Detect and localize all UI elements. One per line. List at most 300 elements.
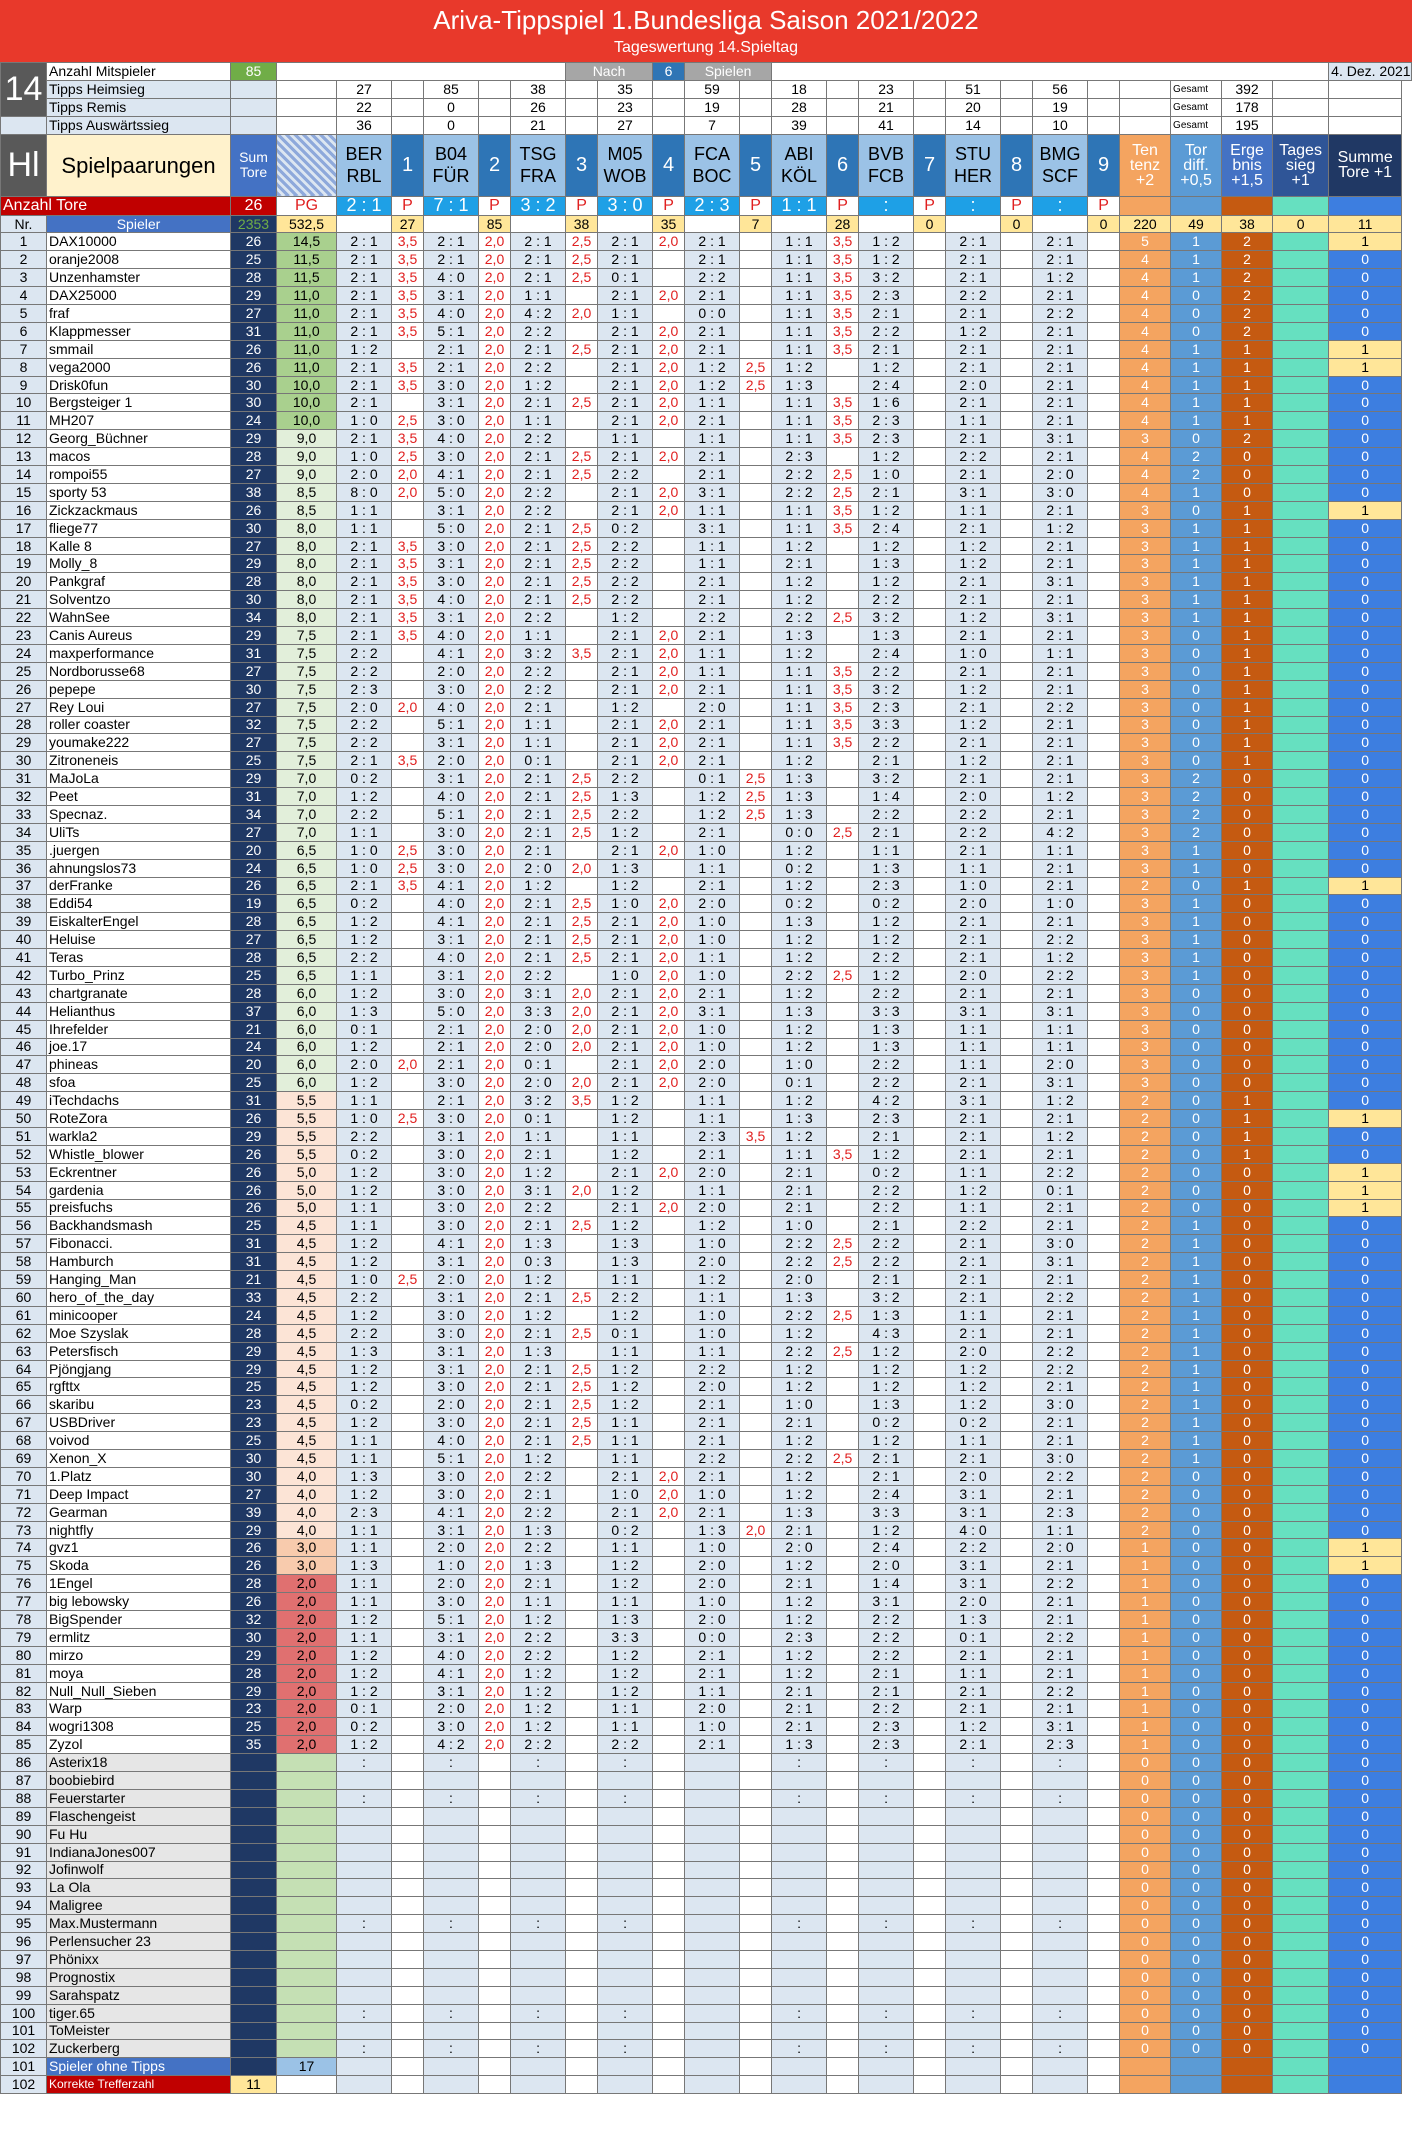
player-tip: 3 : 2 xyxy=(859,770,914,788)
player-name: Whistle_blower xyxy=(47,1145,231,1163)
player-sum: 20 xyxy=(231,841,277,859)
home-team: ABI xyxy=(784,144,814,165)
player-bonus: 2 xyxy=(1120,1145,1171,1163)
player-points: 2,5 xyxy=(392,841,424,859)
player-tip: 1 : 2 xyxy=(772,877,827,895)
player-tip: 1 : 3 xyxy=(946,1611,1001,1629)
player-tip: 0 : 1 xyxy=(1033,1181,1088,1199)
player-points xyxy=(914,1306,946,1324)
player-tip: 1 : 1 xyxy=(598,1127,653,1145)
player-bonus: 0 xyxy=(1171,1181,1222,1199)
player-points xyxy=(566,1772,598,1790)
player-points xyxy=(740,1396,772,1414)
player-tip: 4 : 1 xyxy=(424,913,479,931)
player-points: 2,0 xyxy=(479,1181,511,1199)
player-tip: 1 : 0 xyxy=(685,1324,740,1342)
player-points: 2,0 xyxy=(653,1503,685,1521)
player-bonus: 1 xyxy=(1171,412,1222,430)
player-points xyxy=(1001,1181,1033,1199)
player-tip: 1 : 1 xyxy=(946,1163,1001,1181)
spacer xyxy=(772,2058,827,2076)
player-name: Fibonacci. xyxy=(47,1235,231,1253)
spacer xyxy=(859,2076,914,2094)
player-points xyxy=(1001,788,1033,806)
player-points xyxy=(392,1432,424,1450)
player-points: 2,5 xyxy=(566,931,598,949)
player-tip: 2 : 1 xyxy=(685,340,740,358)
player-sum: 20 xyxy=(231,1056,277,1074)
player-tip: 2 : 1 xyxy=(424,1056,479,1074)
player-bonus: 0 xyxy=(1222,1450,1273,1468)
player-tip: 2 : 1 xyxy=(1033,752,1088,770)
player-bonus: 0 xyxy=(1171,1038,1222,1056)
player-points xyxy=(914,1807,946,1825)
player-tip: 2 : 3 xyxy=(772,448,827,466)
player-bonus: 0 xyxy=(1329,1575,1402,1593)
tips-count: 41 xyxy=(859,116,914,134)
player-tip: 1 : 3 xyxy=(859,1038,914,1056)
player-points xyxy=(392,1700,424,1718)
player-points: 2,0 xyxy=(479,1593,511,1611)
player-nr: 82 xyxy=(1,1682,47,1700)
player-bonus: 0 xyxy=(1329,770,1402,788)
player-points xyxy=(1001,1074,1033,1092)
player-tip xyxy=(859,1968,914,1986)
table-row xyxy=(1,609,1412,627)
player-tip: 2 : 1 xyxy=(1033,877,1088,895)
player-points: 2,0 xyxy=(653,394,685,412)
player-bonus: 1 xyxy=(1171,609,1222,627)
player-tip: 2 : 2 xyxy=(1033,1682,1088,1700)
player-points xyxy=(1001,966,1033,984)
player-nr: 78 xyxy=(1,1611,47,1629)
player-points: 2,0 xyxy=(392,483,424,501)
score-table xyxy=(0,62,1412,2094)
player-tip: 1 : 2 xyxy=(772,752,827,770)
player-points xyxy=(914,1611,946,1629)
player-points xyxy=(479,1825,511,1843)
player-points xyxy=(1088,1915,1120,1933)
player-points xyxy=(479,1915,511,1933)
player-points: 2,0 xyxy=(479,859,511,877)
player-bonus: 2 xyxy=(1222,287,1273,305)
footer-nr: 102 xyxy=(1,2076,47,2094)
player-points xyxy=(1001,1056,1033,1074)
spacer xyxy=(231,116,277,134)
player-points: 2,0 xyxy=(653,1485,685,1503)
player-bonus: 0 xyxy=(1329,949,1402,967)
player-tip: 1 : 2 xyxy=(511,877,566,895)
player-bonus: 3 xyxy=(1120,644,1171,662)
player-tip: : xyxy=(337,2040,392,2058)
player-tip xyxy=(424,1950,479,1968)
player-tip: 2 : 2 xyxy=(337,734,392,752)
player-points: 2,5 xyxy=(566,233,598,251)
player-tip: 2 : 1 xyxy=(685,412,740,430)
player-points: 3,5 xyxy=(392,573,424,591)
player-sum: 25 xyxy=(231,1432,277,1450)
player-tip: 3 : 0 xyxy=(424,1593,479,1611)
player-bonus: 0 xyxy=(1171,1199,1222,1217)
player-points xyxy=(740,1664,772,1682)
correct-count-value: 11 xyxy=(231,2076,277,2094)
player-points xyxy=(653,609,685,627)
table-row xyxy=(1,2076,1412,2094)
player-pg: 7,5 xyxy=(277,716,337,734)
player-bonus: 0 xyxy=(1222,2040,1273,2058)
player-tip: 3 : 1 xyxy=(424,931,479,949)
player-tip: 2 : 0 xyxy=(424,662,479,680)
player-points: 2,5 xyxy=(827,483,859,501)
player-tip: 2 : 1 xyxy=(424,1020,479,1038)
player-tip: 0 : 1 xyxy=(511,1056,566,1074)
player-tip: 2 : 2 xyxy=(859,734,914,752)
player-sum xyxy=(231,1843,277,1861)
player-points xyxy=(1001,1110,1033,1128)
home-team: BMG xyxy=(1039,144,1081,165)
spacer xyxy=(1329,98,1402,116)
player-points xyxy=(740,644,772,662)
player-bonus xyxy=(1273,358,1329,376)
player-tip: 1 : 2 xyxy=(772,573,827,591)
player-points xyxy=(1088,394,1120,412)
player-name: skaribu xyxy=(47,1396,231,1414)
player-tip xyxy=(685,1915,740,1933)
player-pg: 6,0 xyxy=(277,1038,337,1056)
player-points xyxy=(827,877,859,895)
player-tip: 1 : 2 xyxy=(859,1521,914,1539)
player-tip xyxy=(946,1933,1001,1951)
player-nr: 57 xyxy=(1,1235,47,1253)
player-points xyxy=(1088,1503,1120,1521)
player-tip: 1 : 1 xyxy=(772,662,827,680)
player-tip: 1 : 1 xyxy=(598,305,653,323)
player-tip: 2 : 1 xyxy=(511,1324,566,1342)
player-tip: : xyxy=(772,2040,827,2058)
player-tip: 2 : 1 xyxy=(1033,1110,1088,1128)
player-tip: 1 : 0 xyxy=(337,1271,392,1289)
tips-count: 59 xyxy=(685,80,740,98)
player-tip: 2 : 1 xyxy=(685,680,740,698)
player-points: 2,0 xyxy=(479,1235,511,1253)
player-points xyxy=(479,1986,511,2004)
player-tip: 3 : 1 xyxy=(424,609,479,627)
player-tip: 1 : 2 xyxy=(337,1414,392,1432)
player-tip: 2 : 1 xyxy=(511,573,566,591)
player-tip: 2 : 2 xyxy=(337,1289,392,1307)
player-tip: 2 : 1 xyxy=(685,1414,740,1432)
player-points xyxy=(740,269,772,287)
player-tip: 3 : 1 xyxy=(946,1503,1001,1521)
player-tip: 1 : 2 xyxy=(1033,519,1088,537)
player-points xyxy=(1088,895,1120,913)
match-header xyxy=(598,134,653,196)
table-row xyxy=(1,1772,1412,1790)
page-subtitle: Tageswertung 14.Spieltag xyxy=(613,39,799,56)
table-row xyxy=(1,591,1412,609)
player-tip xyxy=(424,1772,479,1790)
player-sum: 31 xyxy=(231,1253,277,1271)
player-bonus: 0 xyxy=(1120,1772,1171,1790)
total-label: Gesamt xyxy=(1171,116,1222,134)
player-tip: 1 : 2 xyxy=(598,1378,653,1396)
p-label: P xyxy=(1088,196,1120,215)
player-tip: 1 : 2 xyxy=(337,340,392,358)
spacer xyxy=(946,2058,1001,2076)
player-tip: 2 : 1 xyxy=(598,251,653,269)
player-points xyxy=(914,644,946,662)
player-points xyxy=(653,1843,685,1861)
player-nr: 55 xyxy=(1,1199,47,1217)
player-sum xyxy=(231,1968,277,1986)
player-points xyxy=(914,1628,946,1646)
player-bonus: 0 xyxy=(1329,859,1402,877)
player-bonus: 0 xyxy=(1120,1843,1171,1861)
spacer xyxy=(1088,116,1120,134)
player-points: 3,5 xyxy=(392,430,424,448)
player-points xyxy=(653,573,685,591)
player-points: 2,5 xyxy=(566,805,598,823)
table-row xyxy=(1,1342,1412,1360)
player-tip: 1 : 2 xyxy=(598,1217,653,1235)
player-points: 2,0 xyxy=(653,984,685,1002)
player-points xyxy=(1088,1575,1120,1593)
player-bonus: 0 xyxy=(1222,1396,1273,1414)
player-points: 2,0 xyxy=(479,1199,511,1217)
player-points: 2,0 xyxy=(653,483,685,501)
player-points xyxy=(392,1664,424,1682)
player-bonus xyxy=(1273,555,1329,573)
player-points xyxy=(827,1414,859,1432)
player-points xyxy=(1001,448,1033,466)
player-points xyxy=(1001,752,1033,770)
player-tip: 2 : 2 xyxy=(511,966,566,984)
player-tip: : xyxy=(511,1789,566,1807)
player-tip: 2 : 1 xyxy=(598,1163,653,1181)
player-points xyxy=(1088,644,1120,662)
player-points xyxy=(740,1754,772,1772)
player-points xyxy=(479,1772,511,1790)
player-tip: 2 : 1 xyxy=(511,1414,566,1432)
player-sum: 29 xyxy=(231,627,277,645)
player-tip: 1 : 2 xyxy=(946,1378,1001,1396)
sum-tore-header: Sum Tore xyxy=(231,134,277,196)
player-sum: 33 xyxy=(231,1289,277,1307)
player-points xyxy=(827,1289,859,1307)
player-tip: 2 : 2 xyxy=(337,662,392,680)
player-points xyxy=(740,984,772,1002)
player-points: 2,5 xyxy=(566,448,598,466)
player-bonus: 4 xyxy=(1120,376,1171,394)
player-bonus: 2 xyxy=(1120,1342,1171,1360)
player-points xyxy=(1001,823,1033,841)
player-bonus: 0 xyxy=(1222,1360,1273,1378)
player-bonus: 3 xyxy=(1120,1056,1171,1074)
player-points: 2,5 xyxy=(827,966,859,984)
player-points xyxy=(914,269,946,287)
player-tip: 0 : 2 xyxy=(337,895,392,913)
player-points xyxy=(1001,519,1033,537)
player-sum: 38 xyxy=(231,483,277,501)
player-pg: 8,0 xyxy=(277,591,337,609)
player-tip xyxy=(772,1950,827,1968)
player-tip: 2 : 2 xyxy=(511,609,566,627)
player-tip: 3 : 2 xyxy=(859,1289,914,1307)
player-points xyxy=(392,1235,424,1253)
bonus-blank xyxy=(1171,196,1222,215)
player-pg: 4,5 xyxy=(277,1450,337,1468)
player-tip: 2 : 1 xyxy=(1033,591,1088,609)
player-nr: 80 xyxy=(1,1646,47,1664)
table-row xyxy=(1,1664,1412,1682)
player-pg: 4,5 xyxy=(277,1253,337,1271)
player-tip: 2 : 1 xyxy=(1033,1378,1088,1396)
player-tip: 1 : 0 xyxy=(685,1235,740,1253)
player-pg: 4,0 xyxy=(277,1503,337,1521)
player-points: 2,0 xyxy=(479,1110,511,1128)
player-points xyxy=(392,2004,424,2022)
player-bonus: 0 xyxy=(1329,1360,1402,1378)
player-bonus: 0 xyxy=(1171,1664,1222,1682)
player-points xyxy=(1001,1217,1033,1235)
player-points xyxy=(914,1915,946,1933)
player-points xyxy=(914,877,946,895)
player-bonus: 0 xyxy=(1222,1879,1273,1897)
player-tip: 1 : 1 xyxy=(337,519,392,537)
table-row xyxy=(1,358,1412,376)
player-points xyxy=(827,1378,859,1396)
player-points xyxy=(566,1575,598,1593)
player-bonus: 2 xyxy=(1120,1414,1171,1432)
player-pg: 5,5 xyxy=(277,1145,337,1163)
spacer xyxy=(1001,98,1033,116)
player-tip: 0 : 2 xyxy=(772,895,827,913)
player-points xyxy=(914,966,946,984)
player-tip: 2 : 1 xyxy=(598,1002,653,1020)
player-points xyxy=(1088,501,1120,519)
player-points xyxy=(1001,394,1033,412)
spacer xyxy=(1329,80,1402,98)
player-bonus: 0 xyxy=(1171,1521,1222,1539)
player-bonus: 0 xyxy=(1329,752,1402,770)
player-sum: 31 xyxy=(231,1092,277,1110)
player-nr: 4 xyxy=(1,287,47,305)
player-tip: 2 : 1 xyxy=(946,591,1001,609)
player-tip: 2 : 1 xyxy=(337,573,392,591)
player-pg: 7,0 xyxy=(277,770,337,788)
table-row xyxy=(1,1289,1412,1307)
player-tip: 1 : 3 xyxy=(337,1342,392,1360)
spacer xyxy=(946,215,1001,233)
player-name: 1Engel xyxy=(47,1575,231,1593)
player-tip: 2 : 2 xyxy=(772,1235,827,1253)
player-tip: 2 : 1 xyxy=(946,251,1001,269)
spacer xyxy=(511,215,566,233)
player-bonus: 0 xyxy=(1222,1557,1273,1575)
player-bonus xyxy=(1273,1700,1329,1718)
player-bonus: 0 xyxy=(1329,1682,1402,1700)
player-points xyxy=(392,1646,424,1664)
player-bonus: 0 xyxy=(1171,1861,1222,1879)
player-points xyxy=(566,430,598,448)
player-points xyxy=(1001,1235,1033,1253)
spacer xyxy=(1120,2058,1171,2076)
player-points xyxy=(1088,1539,1120,1557)
player-tip: : xyxy=(859,2004,914,2022)
player-name: Hanging_Man xyxy=(47,1271,231,1289)
player-points xyxy=(653,1092,685,1110)
player-tip: 2 : 0 xyxy=(685,1575,740,1593)
player-bonus: 1 xyxy=(1222,644,1273,662)
player-tip xyxy=(859,1843,914,1861)
player-pg xyxy=(277,1861,337,1879)
player-points xyxy=(653,1646,685,1664)
player-tip xyxy=(946,1897,1001,1915)
player-bonus: 3 xyxy=(1120,859,1171,877)
player-tip: 1 : 1 xyxy=(598,1539,653,1557)
player-tip: 1 : 2 xyxy=(337,1038,392,1056)
player-pg: 4,5 xyxy=(277,1432,337,1450)
player-tip: 1 : 1 xyxy=(598,1432,653,1450)
player-points xyxy=(740,2040,772,2058)
player-points xyxy=(1001,591,1033,609)
player-tip: : xyxy=(1033,1754,1088,1772)
spacer xyxy=(424,2076,479,2094)
player-points xyxy=(740,609,772,627)
player-tip: 2 : 1 xyxy=(598,394,653,412)
player-points xyxy=(392,1539,424,1557)
spacer xyxy=(598,215,653,233)
player-nr: 102 xyxy=(1,2040,47,2058)
player-bonus: 0 xyxy=(1329,1718,1402,1736)
player-points: 2,0 xyxy=(479,752,511,770)
player-tip xyxy=(946,1950,1001,1968)
player-points xyxy=(827,1628,859,1646)
player-sum: 26 xyxy=(231,1557,277,1575)
spacer xyxy=(685,2058,740,2076)
player-points xyxy=(566,841,598,859)
player-points: 2,0 xyxy=(653,1163,685,1181)
player-tip xyxy=(772,1861,827,1879)
player-nr: 26 xyxy=(1,680,47,698)
player-name: sporty 53 xyxy=(47,483,231,501)
player-points: 2,0 xyxy=(479,1467,511,1485)
player-tip xyxy=(424,1843,479,1861)
player-name: iTechdachs xyxy=(47,1092,231,1110)
player-bonus: 4 xyxy=(1120,412,1171,430)
bonus-total: 49 xyxy=(1171,215,1222,233)
player-tip: 2 : 1 xyxy=(1033,376,1088,394)
player-bonus xyxy=(1273,877,1329,895)
player-points: 2,0 xyxy=(479,1074,511,1092)
player-tip: 1 : 2 xyxy=(772,1593,827,1611)
player-points xyxy=(392,1414,424,1432)
player-tip xyxy=(424,1825,479,1843)
player-points xyxy=(479,2040,511,2058)
player-points xyxy=(1088,716,1120,734)
player-points: 2,5 xyxy=(566,788,598,806)
player-tip: 2 : 2 xyxy=(511,501,566,519)
player-tip: 4 : 0 xyxy=(424,269,479,287)
player-name: Zickzackmaus xyxy=(47,501,231,519)
player-tip: 1 : 1 xyxy=(685,1289,740,1307)
player-sum: 26 xyxy=(231,1593,277,1611)
player-tip: 2 : 1 xyxy=(946,662,1001,680)
player-points xyxy=(1088,788,1120,806)
table-row xyxy=(1,394,1412,412)
player-bonus: 1 xyxy=(1171,1432,1222,1450)
player-bonus xyxy=(1273,1271,1329,1289)
